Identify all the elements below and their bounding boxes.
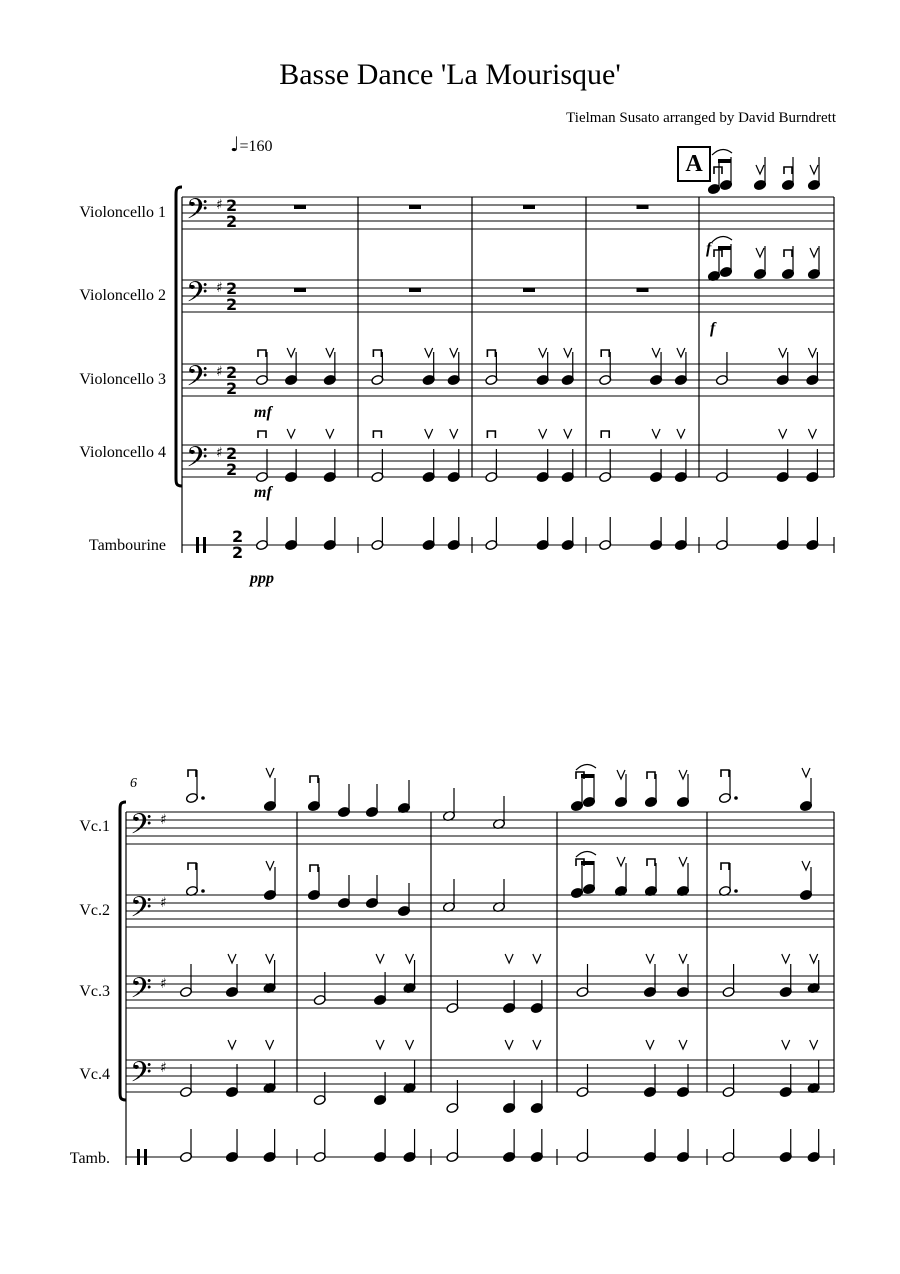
up-bow-icon bbox=[802, 768, 810, 777]
dynamic-vc1: f bbox=[706, 240, 712, 257]
up-bow-icon bbox=[287, 348, 295, 357]
whole-rest bbox=[523, 205, 535, 209]
down-bow-icon bbox=[714, 167, 722, 174]
up-bow-icon bbox=[617, 770, 625, 779]
whole-rest bbox=[637, 288, 649, 292]
dot bbox=[734, 889, 738, 893]
up-bow-icon bbox=[406, 954, 414, 963]
up-bow-icon bbox=[679, 954, 687, 963]
up-bow-icon bbox=[679, 857, 687, 866]
instrument-label-tamb-short: Tamb. bbox=[69, 1150, 110, 1167]
up-bow-icon bbox=[425, 429, 433, 438]
sharp-icon: ♯ bbox=[160, 895, 167, 911]
quarter-note-icon: ♩ bbox=[230, 132, 240, 156]
up-bow-icon bbox=[652, 429, 660, 438]
up-bow-icon bbox=[287, 429, 295, 438]
percussion-clef-icon bbox=[203, 537, 206, 553]
instrument-label-tambourine: Tambourine bbox=[88, 537, 166, 554]
up-bow-icon bbox=[539, 348, 547, 357]
time-sig-bottom: 2 bbox=[226, 379, 238, 398]
up-bow-icon bbox=[808, 348, 816, 357]
up-bow-icon bbox=[782, 954, 790, 963]
down-bow-icon bbox=[714, 250, 722, 257]
instrument-label-vc1-short: Vc.1 bbox=[79, 818, 110, 835]
system-bracket bbox=[176, 187, 182, 486]
time-sig-bottom: 2 bbox=[232, 543, 244, 562]
bass-clef-icon: 𝄢 bbox=[130, 808, 152, 848]
up-bow-icon bbox=[808, 429, 816, 438]
down-bow-icon bbox=[258, 350, 266, 357]
up-bow-icon bbox=[266, 954, 274, 963]
up-bow-icon bbox=[779, 429, 787, 438]
bass-clef-icon: 𝄢 bbox=[186, 193, 208, 233]
up-bow-icon bbox=[376, 1040, 384, 1049]
down-bow-icon bbox=[188, 770, 196, 777]
time-sig-bottom: 2 bbox=[226, 212, 238, 231]
down-bow-icon bbox=[784, 250, 792, 257]
up-bow-icon bbox=[677, 429, 685, 438]
up-bow-icon bbox=[266, 1040, 274, 1049]
sharp-icon: ♯ bbox=[160, 1060, 167, 1076]
bass-clef-icon: 𝄢 bbox=[130, 972, 152, 1012]
instrument-label-vc3-short: Vc.3 bbox=[79, 983, 110, 1000]
down-bow-icon bbox=[310, 776, 318, 783]
down-bow-icon bbox=[310, 865, 318, 872]
down-bow-icon bbox=[188, 863, 196, 870]
up-bow-icon bbox=[779, 348, 787, 357]
up-bow-icon bbox=[425, 348, 433, 357]
sharp-icon: ♯ bbox=[160, 976, 167, 992]
slur bbox=[712, 149, 732, 155]
down-bow-icon bbox=[721, 863, 729, 870]
sharp-icon: ♯ bbox=[216, 364, 223, 380]
up-bow-icon bbox=[810, 1040, 818, 1049]
up-bow-icon bbox=[376, 954, 384, 963]
up-bow-icon bbox=[564, 429, 572, 438]
up-bow-icon bbox=[810, 954, 818, 963]
down-bow-icon bbox=[601, 350, 609, 357]
measure-number: 6 bbox=[130, 776, 137, 791]
percussion-clef-icon bbox=[144, 1149, 147, 1165]
up-bow-icon bbox=[679, 1040, 687, 1049]
up-bow-icon bbox=[810, 248, 818, 257]
instrument-label-vc2-short: Vc.2 bbox=[79, 902, 110, 919]
dynamic-vc2: f bbox=[710, 320, 716, 337]
dot bbox=[201, 889, 205, 893]
up-bow-icon bbox=[677, 348, 685, 357]
time-sig-top: 2 bbox=[232, 527, 244, 546]
up-bow-icon bbox=[533, 1040, 541, 1049]
whole-rest bbox=[523, 288, 535, 292]
dynamic-tambourine: ppp bbox=[250, 570, 274, 587]
time-sig-top: 2 bbox=[226, 444, 238, 463]
up-bow-icon bbox=[652, 348, 660, 357]
rehearsal-mark: A bbox=[677, 146, 711, 182]
dynamic-vc4: mf bbox=[254, 484, 272, 501]
bass-clef-icon: 𝄢 bbox=[186, 276, 208, 316]
percussion-clef-icon bbox=[196, 537, 199, 553]
time-sig-bottom: 2 bbox=[226, 460, 238, 479]
down-bow-icon bbox=[647, 859, 655, 866]
system-bracket-sys2 bbox=[120, 802, 126, 1100]
up-bow-icon bbox=[646, 1040, 654, 1049]
up-bow-icon bbox=[533, 954, 541, 963]
up-bow-icon bbox=[406, 1040, 414, 1049]
down-bow-icon bbox=[601, 431, 609, 438]
sharp-icon: ♯ bbox=[216, 197, 223, 213]
bass-clef-icon: 𝄢 bbox=[130, 1056, 152, 1096]
up-bow-icon bbox=[679, 770, 687, 779]
tempo-value: =160 bbox=[239, 138, 273, 155]
time-sig-top: 2 bbox=[226, 363, 238, 382]
up-bow-icon bbox=[450, 348, 458, 357]
down-bow-icon bbox=[373, 431, 381, 438]
up-bow-icon bbox=[810, 165, 818, 174]
whole-rest bbox=[637, 205, 649, 209]
sharp-icon: ♯ bbox=[216, 280, 223, 296]
bass-clef-icon: 𝄢 bbox=[186, 441, 208, 481]
instrument-label-vc2: Violoncello 2 bbox=[79, 287, 166, 304]
down-bow-icon bbox=[784, 167, 792, 174]
whole-rest bbox=[294, 205, 306, 209]
down-bow-icon bbox=[373, 350, 381, 357]
instrument-label-vc4-short: Vc.4 bbox=[79, 1066, 110, 1083]
beam bbox=[581, 861, 594, 865]
up-bow-icon bbox=[505, 1040, 513, 1049]
up-bow-icon bbox=[326, 348, 334, 357]
up-bow-icon bbox=[646, 954, 654, 963]
instrument-label-vc3: Violoncello 3 bbox=[79, 371, 166, 388]
down-bow-icon bbox=[487, 431, 495, 438]
slur bbox=[576, 851, 596, 857]
up-bow-icon bbox=[228, 1040, 236, 1049]
time-sig-top: 2 bbox=[226, 196, 238, 215]
score-title: Basse Dance 'La Mourisque' bbox=[279, 58, 621, 91]
beam bbox=[581, 774, 594, 778]
sharp-icon: ♯ bbox=[160, 812, 167, 828]
up-bow-icon bbox=[756, 165, 764, 174]
sharp-icon: ♯ bbox=[216, 445, 223, 461]
up-bow-icon bbox=[564, 348, 572, 357]
down-bow-icon bbox=[647, 772, 655, 779]
instrument-label-vc4: Violoncello 4 bbox=[79, 444, 166, 461]
up-bow-icon bbox=[617, 857, 625, 866]
up-bow-icon bbox=[782, 1040, 790, 1049]
bass-clef-icon: 𝄢 bbox=[130, 891, 152, 931]
up-bow-icon bbox=[756, 248, 764, 257]
up-bow-icon bbox=[802, 861, 810, 870]
up-bow-icon bbox=[505, 954, 513, 963]
down-bow-icon bbox=[258, 431, 266, 438]
bass-clef-icon: 𝄢 bbox=[186, 360, 208, 400]
up-bow-icon bbox=[266, 861, 274, 870]
dot bbox=[201, 796, 205, 800]
dot bbox=[734, 796, 738, 800]
down-bow-icon bbox=[721, 770, 729, 777]
up-bow-icon bbox=[450, 429, 458, 438]
whole-rest bbox=[294, 288, 306, 292]
up-bow-icon bbox=[228, 954, 236, 963]
slur bbox=[576, 764, 596, 770]
percussion-clef-icon bbox=[137, 1149, 140, 1165]
dynamic-vc3: mf bbox=[254, 404, 272, 421]
instrument-label-vc1: Violoncello 1 bbox=[79, 204, 166, 221]
composer-credit: Tielman Susato arranged by David Burndrett bbox=[566, 110, 836, 126]
beam bbox=[718, 159, 731, 163]
up-bow-icon bbox=[266, 768, 274, 777]
time-sig-top: 2 bbox=[226, 279, 238, 298]
time-sig-bottom: 2 bbox=[226, 295, 238, 314]
slur bbox=[712, 236, 732, 242]
whole-rest bbox=[409, 205, 421, 209]
down-bow-icon bbox=[487, 350, 495, 357]
up-bow-icon bbox=[326, 429, 334, 438]
whole-rest bbox=[409, 288, 421, 292]
up-bow-icon bbox=[539, 429, 547, 438]
